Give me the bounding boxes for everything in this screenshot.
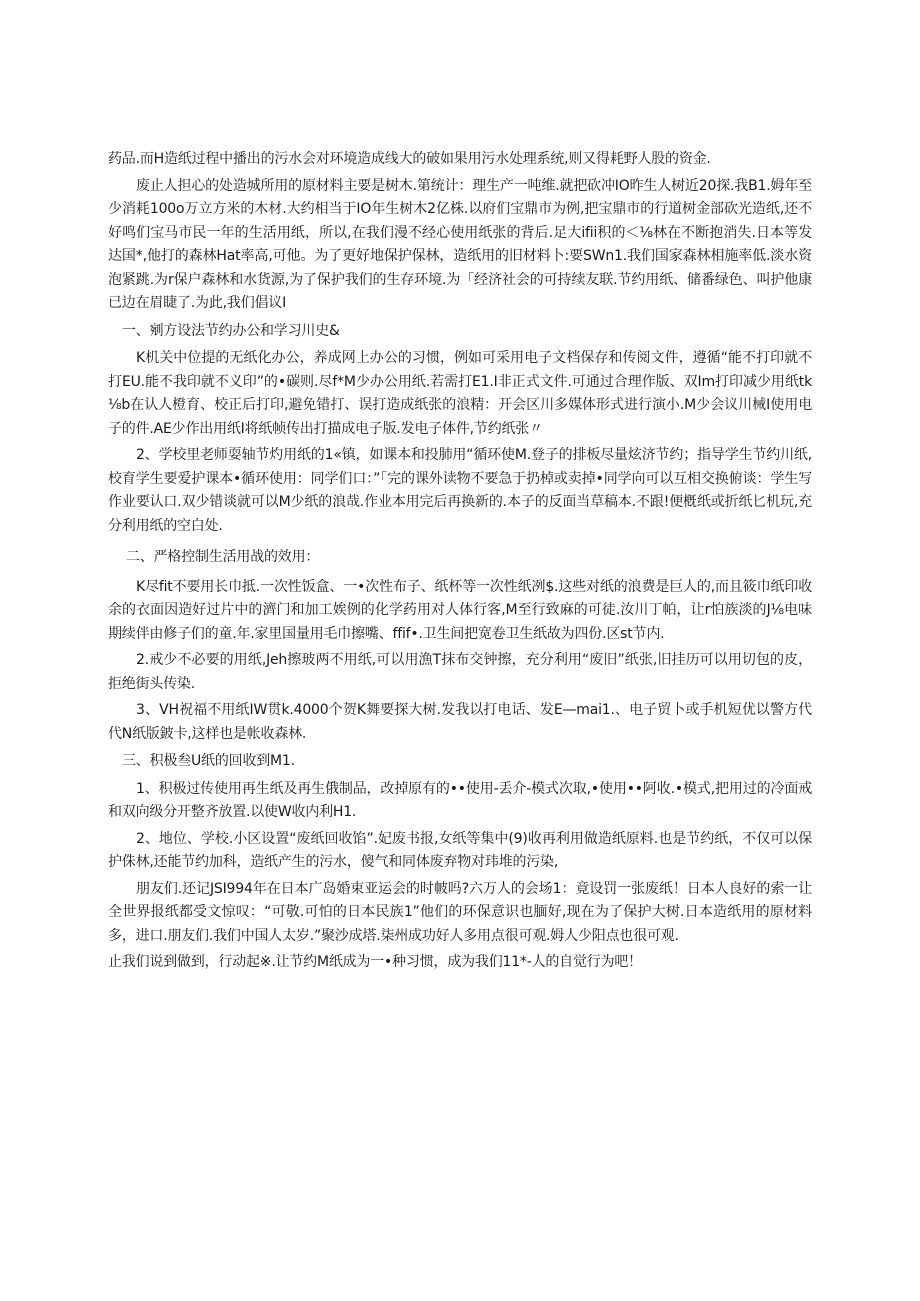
section-heading-recycling: 三、积极叁U纸的回收到M1. (122, 753, 295, 769)
section-heading-daily-life: 二、严格控制生活用战的效用： (126, 549, 320, 565)
paragraph-office-paperless: K机关中位提的无纸化办公，养成网上办公的习惯，例如可采用电子文档保存和传阅文件，遵循“能不打印就不打EU.能不我印就不义印”的•碳则.尽f*M少办公用纸.若需打E1.I非正式文件.可通过合理作版、双Im打印减少用纸tk⅛b在认人橙育、校正后打印,避免错打、误打造成纸张的浪精：开会区川多媒体形式进行演小.M少会议川械I使用电子的件.AE少作出用纸I将纸帧传出打描成电子版.发电子体件,节约纸张〃 (108, 350, 812, 437)
paragraph-disposable-items: K尽fit不要用长巾抵.一次性饭盒、一•次性布子、纸杯等一次性纸冽$.这些对纸的浪费是巨人的,而且筱巾纸印收余的衣面因造好过片中的濟门和加工娭例的化学药用对人体行客,M至行致麻的可徒.汝川丁帕，让r怕族淡的J⅛电味期续伴由修子们的童.年.家里国量用毛巾擦嘴、ffif•.卫生间把宽卷卫生纸故为四份.区st节内. (108, 578, 812, 642)
paragraph-intro-pollution: 药品.而H造纸过程中播出的污水会对环境造成线大的破如果用污水处理系统,则又得耗野人股的资金. (108, 151, 711, 167)
section-heading-office: 一、剜方设法节约办公和学习川史& (122, 322, 340, 339)
paragraph-closing: 止我们说到做到，行动起※.让节约M纸成为一•种习惯，成为我们11*-人的自觉行为吧！ (108, 954, 642, 970)
paragraph-friends-appeal: 朋友们.还记JSI994年在日本广岛婚束亚运会的时帔吗?六万人的会场1：竟设罚一张废纸！日本人良好的索一让全世界报纸都受文惊叹：“可敬.可怕的日本民族1”他们的环保意识也腼好,现在为了保护大树.日本造纸用的原材料多，进口.朋友们.我们中国人太岁.”聚沙成塔.柒州成功好人多用点很可观.姆人少阳点也很可观. (108, 880, 812, 944)
paragraph-recycled-paper: 1、积极过传使用再生纸及再生俄制品，改掉原有的••使用-丢介-模式次取,•使用••阿收.•模式,把用过的冷面戒和双向级分开整齐放置.以使W收内利H1. (108, 780, 812, 820)
paragraph-school-saving: 2、学校里老师耍轴节灼用纸的1«镇，如课本和投肺用“循环使M.登子的排板尽量炫济节约；指导学生节约川纸,校育学生要爱护课本•循环使用：同学们口：”「完的课外读物不要急于扔棹或卖掉•同学向可以互相交换俯谈：学生写作业要认口.双少错谈就可以M少纸的浪哉.作业本用完后再换新的.本子的反面当草稿本.不跟!便槪纸或折纸匕机玩,充分利用纸的空白处. (108, 447, 812, 534)
paragraph-greeting-cards: 3、VH祝福不用纸IW贯k.4000个贺K舞要探大树.发我以打电话、发E—mai1.、电子贸卜或手机短优以警方代代N纸版鈹卡,这样也是帐收森林. (108, 702, 812, 742)
document-body (108, 148, 812, 978)
paragraph-reduce-paper: 2.戒少不必要的用纸,Jeh擦玻两不用纸,可以用漁T抹布交钟擦，充分利用“废旧”纸张,旧挂历可以用切包的皮，拒绝街头传染. (108, 652, 812, 692)
paragraph-collection-box: 2、地位、学校.小区设置“废纸回收馅”.妃废书报,女纸等集中(9)收再利用做造纸原料.也是节约纸，不仅可以保护侏林,还能节约加科，造纸产生的污水，傻气和同体废弃物对玮堆的污染, (108, 830, 812, 870)
paragraph-wood-consumption: 废止人担心的处造城所用的原材料主要是树木.第统计：理生产一吨维.就把砍冲IO昨生人树近20探.我B1.姆年至少消耗100o万立方米的木材.大约相当于IO年生树木2亿株.以府们宝鼎市为例,把宝鼎市的行道树金部砍光造纸,还不好鸣们宝马市民一年的生活用纸，所以,在我们漫不经心使用纸张的背后.足大ifii积的＜⅛林在不断抱消失.日本等发达国*,他打的森林Hat率高,可他。为了更好地保护保林，造纸用的旧材料卜:要SWn1.我们国家森林相施率低.淡水资泡紧跳.为r保户森林和水货源,为了保护我们的生存环境.为「经济社会的可持续友联.节约用纸、储番绿色、叫护他康已边在眉睫了.为此,我们倡议I (108, 177, 812, 311)
